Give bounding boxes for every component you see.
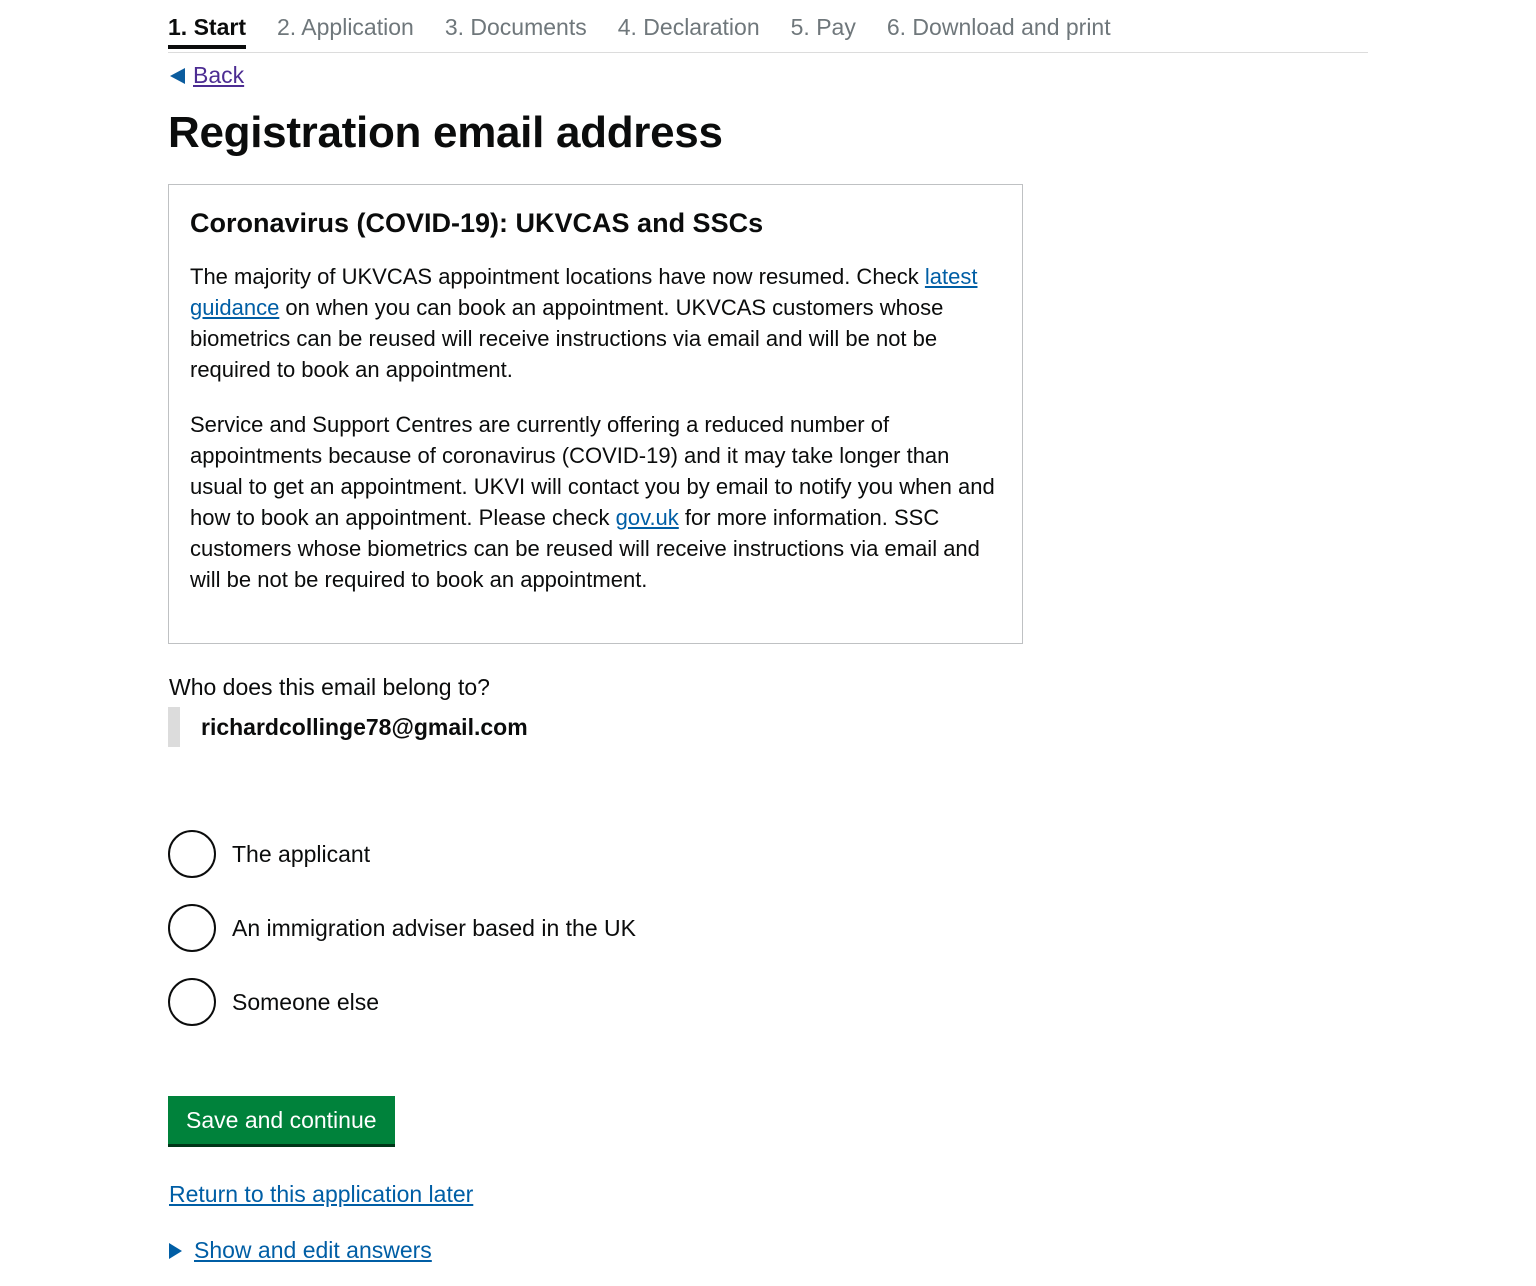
radio-label: Someone else bbox=[232, 988, 380, 1015]
radio-immigration-adviser[interactable] bbox=[168, 904, 636, 952]
covid-notice-paragraph-1 bbox=[190, 261, 1001, 385]
radio-circle-icon[interactable] bbox=[168, 978, 216, 1026]
radio-the-applicant[interactable] bbox=[168, 830, 636, 878]
p2-text-after: for more information. SSC customers whose biometrics can be reused will receive instructions via email and will be not be required to book an appointment. bbox=[190, 505, 980, 592]
radio-someone-else[interactable] bbox=[168, 978, 636, 1026]
email-owner-question: Who does this email belong to? bbox=[169, 674, 490, 700]
page-title: Registration email address bbox=[168, 108, 723, 157]
save-and-continue-button[interactable]: Save and continue bbox=[168, 1096, 395, 1144]
email-owner-options bbox=[168, 830, 636, 1052]
covid-notice-heading: Coronavirus (COVID-19): UKVCAS and SSCs bbox=[190, 208, 764, 238]
gov-uk-link[interactable]: gov.uk bbox=[615, 505, 679, 530]
disclosure-triangle-icon bbox=[169, 1243, 182, 1259]
step-navigation bbox=[168, 0, 1368, 53]
registration-email: richardcollinge78@gmail.com bbox=[201, 713, 528, 740]
p2-text-before: Service and Support Centres are currently offering a reduced number of appointments because of coronavirus (COVID-19) and it may take longer than usual to get an appointment. UKVI will contact you by email to notify you when and how to book an appointment. Please check bbox=[190, 412, 995, 530]
p1-text-before: The majority of UKVCAS appointment locations have now resumed. Check bbox=[190, 264, 925, 289]
step-declaration[interactable]: 4. Declaration bbox=[617, 14, 760, 40]
step-application[interactable]: 2. Application bbox=[276, 14, 414, 40]
latest-guidance-link[interactable]: latest guidance bbox=[190, 264, 978, 320]
p1-text-after: on when you can book an appointment. UKVCAS customers whose biometrics can be reused will receive instructions via email and will be not be required to book an appointment. bbox=[190, 295, 944, 382]
radio-label: The applicant bbox=[232, 840, 371, 867]
back-link[interactable] bbox=[170, 62, 244, 89]
covid-notice-panel bbox=[168, 184, 1023, 644]
step-pay[interactable]: 5. Pay bbox=[790, 14, 856, 40]
radio-circle-icon[interactable] bbox=[168, 830, 216, 878]
step-start[interactable]: 1. Start bbox=[168, 0, 246, 49]
return-later-link[interactable]: Return to this application later bbox=[169, 1181, 474, 1207]
back-label: Back bbox=[193, 62, 245, 88]
covid-notice-paragraph-2 bbox=[190, 409, 1001, 595]
step-documents[interactable]: 3. Documents bbox=[444, 14, 587, 40]
radio-circle-icon[interactable] bbox=[168, 904, 216, 952]
show-edit-answers-label[interactable]: Show and edit answers bbox=[194, 1237, 432, 1263]
email-inset bbox=[168, 707, 528, 747]
show-edit-answers-toggle[interactable] bbox=[169, 1237, 432, 1264]
step-download-print[interactable]: 6. Download and print bbox=[886, 14, 1111, 40]
back-arrow-icon bbox=[170, 68, 185, 84]
radio-label: An immigration adviser based in the UK bbox=[232, 914, 636, 941]
